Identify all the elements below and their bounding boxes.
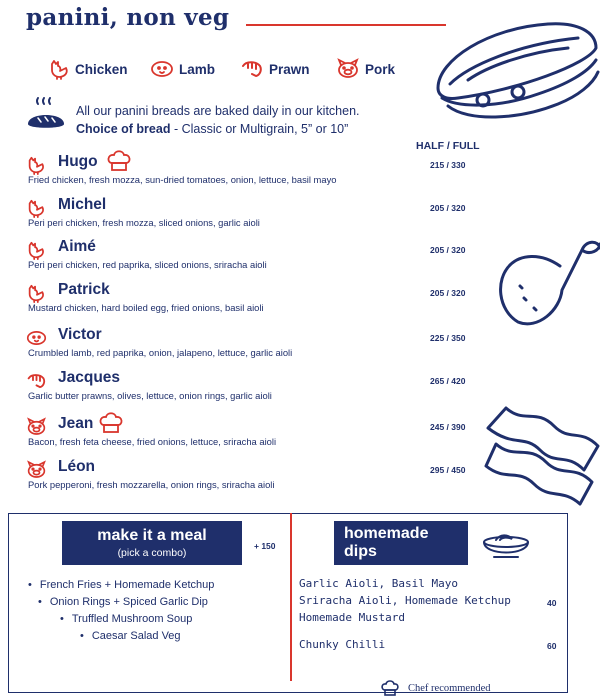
- chef-hat-icon: [380, 679, 400, 697]
- item-price: 205 / 320: [430, 203, 466, 213]
- meal-price: + 150: [254, 541, 276, 551]
- item-price: 225 / 350: [430, 333, 466, 343]
- meal-option: • Caesar Salad Veg: [80, 630, 181, 642]
- chicken-icon: [26, 283, 46, 303]
- dip-item: Garlic Aioli, Basil Mayo: [299, 577, 458, 590]
- price-column-header: HALF / FULL: [416, 140, 480, 152]
- chicken-icon: [26, 155, 46, 175]
- bread-choice-label: Choice of bread: [76, 122, 171, 136]
- legend-label: Chicken: [75, 61, 128, 77]
- item-description: Garlic butter prawns, olives, lettuce, onion rings, garlic aioli: [28, 390, 272, 401]
- pork-icon: [336, 58, 360, 80]
- meal-banner: [62, 521, 242, 565]
- intro-text: [76, 102, 360, 138]
- legend-lamb: [150, 58, 215, 80]
- legend-chicken: [48, 58, 128, 80]
- item-price: 265 / 420: [430, 376, 466, 386]
- dips-title-line: dips: [344, 543, 377, 560]
- lamb-icon: [150, 58, 174, 80]
- item-price: 215 / 330: [430, 160, 466, 170]
- item-name: Michel: [58, 196, 107, 213]
- pork-icon: [26, 417, 47, 437]
- bread-choice-text: - Classic or Multigrain, 5” or 10”: [170, 122, 349, 136]
- chicken-icon: [26, 240, 46, 260]
- meal-option: • Onion Rings + Spiced Garlic Dip: [38, 596, 208, 608]
- box-divider: [290, 513, 292, 681]
- dip-price: 40: [547, 598, 557, 608]
- meal-subtitle: (pick a combo): [117, 547, 187, 559]
- bread-icon: [24, 96, 68, 134]
- item-price: 205 / 320: [430, 245, 466, 255]
- dip-bowl-icon: [478, 526, 534, 562]
- meal-title: make it a meal: [97, 527, 207, 544]
- meal-option: • Truffled Mushroom Soup: [60, 613, 192, 625]
- item-description: Crumbled lamb, red paprika, onion, jalapeno, lettuce, garlic aioli: [28, 347, 293, 358]
- dips-banner: [334, 521, 468, 565]
- meal-option: • French Fries + Homemade Ketchup: [28, 579, 214, 591]
- item-name: Patrick: [58, 281, 110, 298]
- legend-label: Lamb: [179, 61, 216, 77]
- item-description: Fried chicken, fresh mozza, sun-dried tomatoes, onion, lettuce, basil mayo: [28, 174, 337, 185]
- item-description: Mustard chicken, hard boiled egg, fried onions, basil aioli: [28, 302, 264, 313]
- intro-line: All our panini breads are baked daily in our kitchen.: [76, 104, 360, 118]
- dip-item: Chunky Chilli: [299, 638, 386, 651]
- item-description: Peri peri chicken, fresh mozza, sliced onions, garlic aioli: [28, 217, 260, 228]
- item-name: Victor: [58, 326, 102, 343]
- item-price: 205 / 320: [430, 288, 466, 298]
- prawn-icon: [26, 371, 47, 391]
- dip-price: 60: [547, 641, 557, 651]
- chef-hat-icon: [98, 411, 124, 435]
- prawn-icon: [240, 58, 264, 80]
- sandwich-illustration-icon: [428, 10, 600, 128]
- dip-item: Sriracha Aioli, Homemade Ketchup: [299, 594, 511, 607]
- legend-pork: [336, 58, 395, 80]
- item-description: Pork pepperoni, fresh mozzarella, onion rings, sriracha aioli: [28, 479, 275, 490]
- item-name: Jean: [58, 415, 94, 432]
- chef-hat-icon: [106, 149, 132, 173]
- drumstick-illustration-icon: [490, 210, 600, 335]
- legend-label: Prawn: [269, 61, 310, 77]
- legend-label: Pork: [365, 61, 396, 77]
- legend-prawn: [240, 58, 310, 80]
- dip-item: Homemade Mustard: [299, 611, 405, 624]
- item-price: 245 / 390: [430, 422, 466, 432]
- item-price: 295 / 450: [430, 465, 466, 475]
- lamb-icon: [26, 328, 47, 348]
- dips-title-line: homemade: [344, 525, 429, 542]
- item-name: Hugo: [58, 153, 98, 170]
- chicken-icon: [48, 58, 70, 80]
- title-rule: [246, 24, 446, 26]
- item-name: Aimé: [58, 238, 96, 255]
- bacon-illustration-icon: [484, 404, 600, 512]
- chicken-icon: [26, 198, 46, 218]
- item-name: Jacques: [58, 369, 121, 386]
- item-description: Bacon, fresh feta cheese, fried onions, lettuce, sriracha aioli: [28, 436, 277, 447]
- item-name: Léon: [58, 458, 96, 475]
- pork-icon: [26, 460, 47, 480]
- chef-recommended-note: Chef recommended: [408, 683, 491, 694]
- item-description: Peri peri chicken, red paprika, sliced onions, sriracha aioli: [28, 259, 267, 270]
- bread-choice: [76, 120, 360, 138]
- menu-section-title: panini, non veg: [26, 4, 230, 31]
